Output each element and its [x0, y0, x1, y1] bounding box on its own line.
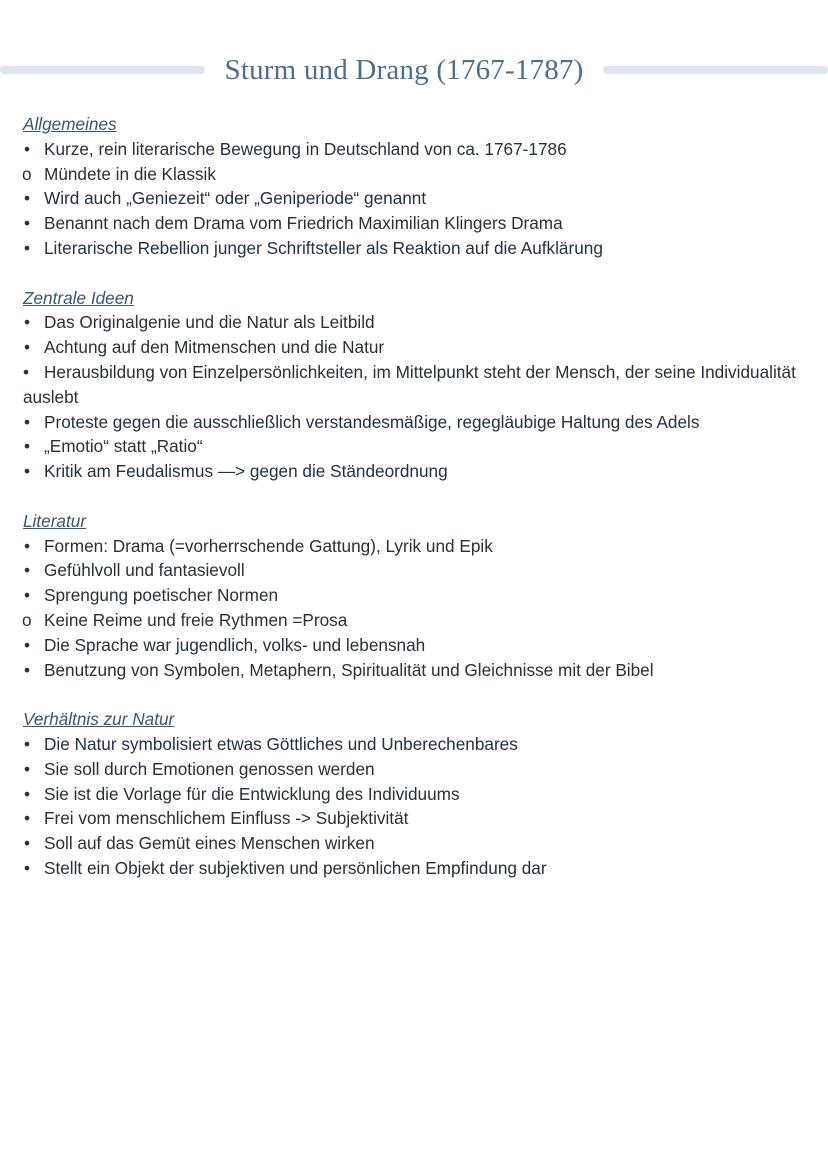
document-body [23, 112, 813, 906]
list-item-text: Mündete in die Klassik [44, 163, 216, 184]
section-heading: Verhältnis zur Natur [23, 709, 175, 730]
list-item [23, 360, 813, 410]
bullet-marker: • [24, 733, 31, 754]
list-item-text: Soll auf das Gemüt eines Menschen wirken [44, 833, 375, 854]
list-item-text: Die Natur symbolisiert etwas Göttliches und Unberechenbares [44, 733, 518, 754]
list-item [23, 732, 813, 757]
bullet-marker: • [24, 461, 31, 482]
bullet-marker: • [24, 634, 31, 655]
title-decor-line-left [0, 66, 205, 74]
list-item-text: Kurze, rein literarische Bewegung in Deutschland von ca. 1767-1786 [44, 138, 567, 159]
list-item [23, 236, 813, 261]
list-item-text: Die Sprache war jugendlich, volks- und lebensnah [44, 634, 426, 655]
list-item [23, 757, 813, 782]
list-item [23, 608, 813, 633]
bullet-marker: • [24, 337, 31, 358]
bullet-marker: • [24, 808, 31, 829]
bullet-marker: • [24, 535, 31, 556]
list-item [23, 534, 813, 559]
list-item-text: Herausbildung von Einzelpersönlichkeiten, im Mittelpunkt steht der Mensch, der seine Individualität auslebt [23, 361, 796, 407]
bullet-marker: • [24, 585, 31, 606]
list-item-text: Sie soll durch Emotionen genossen werden [44, 758, 375, 779]
section-allgemeines [23, 112, 813, 261]
list-item-text: Benutzung von Symbolen, Metaphern, Spiritualität und Gleichnisse mit der Bibel [44, 659, 654, 680]
section-literatur [23, 509, 813, 683]
page-title: Sturm und Drang (1767-1787) [224, 54, 584, 86]
list-item [23, 310, 813, 335]
title-row [0, 52, 828, 90]
bullet-marker: • [24, 213, 31, 234]
section-heading: Literatur [23, 510, 87, 531]
list-item [23, 658, 813, 683]
bullet-marker: • [24, 411, 31, 432]
section-heading: Allgemeines [23, 114, 117, 134]
list-item [23, 558, 813, 583]
bullet-marker: • [24, 560, 31, 581]
bullet-marker: • [24, 659, 31, 680]
bullet-marker: • [24, 312, 31, 333]
list-item-text: Kritik am Feudalismus —> gegen die Ständeordnung [44, 461, 448, 482]
list-item-text: Keine Reime und freie Rythmen =Prosa [44, 609, 348, 630]
bullet-marker: • [24, 237, 31, 258]
list-item-text: Frei vom menschlichem Einfluss -> Subjektivität [44, 808, 409, 829]
bullet-marker: • [24, 833, 31, 854]
circle-marker: o [22, 609, 32, 630]
list-item [23, 162, 813, 187]
list-item-text: Sie ist die Vorlage für die Entwicklung des Individuums [44, 783, 460, 804]
section-zentrale-ideen [23, 286, 813, 484]
list-item [23, 137, 813, 162]
list-item-text: Proteste gegen die ausschließlich verstandesmäßige, regegläubige Haltung des Adels [44, 411, 700, 432]
bullet-marker: • [24, 436, 31, 457]
list-item [23, 434, 813, 459]
list-item-text: Gefühlvoll und fantasievoll [44, 560, 245, 581]
list-item-text: Das Originalgenie und die Natur als Leitbild [44, 312, 375, 333]
bullet-marker: • [24, 188, 31, 209]
bullet-marker: • [23, 361, 30, 382]
list-item [23, 186, 813, 211]
list-item [23, 633, 813, 658]
bullet-marker: • [24, 857, 31, 878]
list-item [23, 335, 813, 360]
list-item [23, 459, 813, 484]
list-item [23, 583, 813, 608]
list-item-text: Literarische Rebellion junger Schriftsteller als Reaktion auf die Aufklärung [44, 237, 603, 258]
title-decor-line-right [603, 66, 828, 74]
list-item [23, 831, 813, 856]
list-item [23, 806, 813, 831]
list-item-text: Wird auch „Geniezeit“ oder „Geniperiode“ genannt [44, 188, 427, 209]
circle-marker: o [22, 163, 32, 184]
list-item-text: Formen: Drama (=vorherrschende Gattung), Lyrik und Epik [44, 535, 493, 556]
list-item [23, 856, 813, 881]
list-item [23, 211, 813, 236]
bullet-marker: • [24, 783, 31, 804]
list-item-text: Stellt ein Objekt der subjektiven und persönlichen Empfindung dar [44, 857, 547, 878]
list-item-text: Benannt nach dem Drama vom Friedrich Maximilian Klingers Drama [44, 213, 563, 234]
list-item-text: „Emotio“ statt „Ratio“ [44, 436, 203, 457]
bullet-marker: • [24, 138, 31, 159]
list-item [23, 782, 813, 807]
list-item-text: Achtung auf den Mitmenschen und die Natur [44, 337, 385, 358]
list-item-text: Sprengung poetischer Normen [44, 585, 279, 606]
section-verhaeltnis-zur-natur [23, 707, 813, 881]
section-heading: Zentrale Ideen [23, 287, 134, 308]
bullet-marker: • [24, 758, 31, 779]
list-item [23, 410, 813, 435]
